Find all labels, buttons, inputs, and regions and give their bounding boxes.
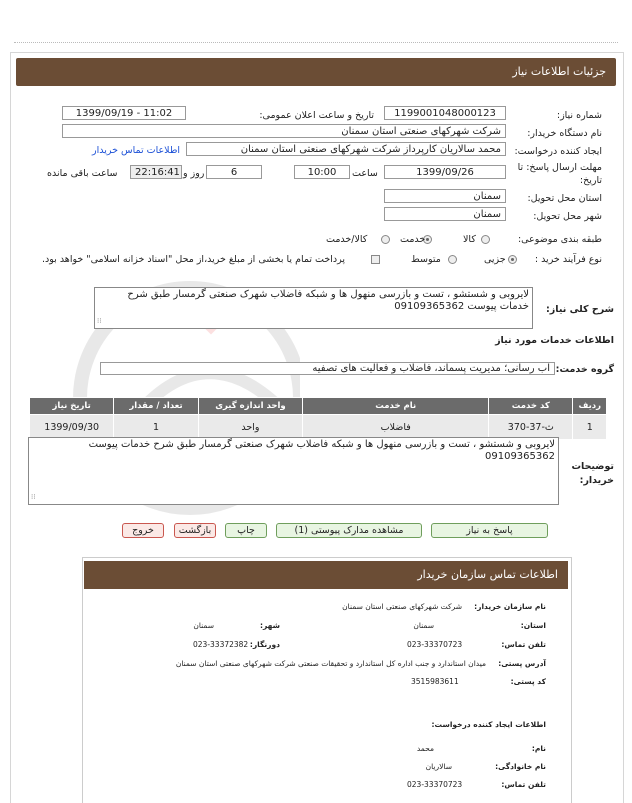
city-field: سمنان [384, 207, 506, 221]
org-label: نام سازمان خریدار: [474, 602, 546, 611]
treasury-note: پرداخت تمام یا بخشی از مبلغ خرید،از محل "اسناد خزانه اسلامی" خواهد بود. [42, 254, 345, 265]
buyer-org-field: شرکت شهرکهای صنعتی استان سمنان [62, 124, 506, 138]
remaining-time-field: 22:16:41 [130, 165, 182, 179]
buyer-org-label: نام دستگاه خریدار: [527, 128, 602, 139]
deadline-time-label: ساعت [352, 168, 378, 179]
contact-city-value: سمنان [193, 621, 214, 630]
resize-grip-icon[interactable]: ⁞⁞ [31, 493, 36, 501]
category-option-goods: کالا [463, 234, 476, 245]
remaining-label: ساعت باقی مانده [47, 168, 118, 179]
category-option-service: خدمت [400, 234, 426, 245]
creator-section-label: اطلاعات ایجاد کننده درخواست: [431, 720, 546, 729]
fax-label: دورنگار: [249, 640, 280, 649]
cell-code: ث-37-370 [489, 415, 573, 440]
announce-datetime-field: 1399/09/19 - 11:02 [62, 106, 186, 120]
need-number-field: 1199001048000123 [384, 106, 506, 120]
address-label: آدرس پستی: [498, 659, 546, 668]
contact-city-label: شهر: [260, 621, 280, 630]
contact-province-label: استان: [520, 621, 546, 630]
postal-value: 3515983611 [411, 677, 459, 686]
process-option-minor: جزیی [484, 254, 506, 265]
last-name-label: نام خانوادگی: [495, 762, 546, 771]
creator-phone-value: 023-33370723 [407, 780, 463, 789]
page-header [16, 58, 616, 86]
summary-textarea[interactable] [94, 287, 533, 329]
col-code: کد خدمت [489, 398, 573, 415]
top-divider [14, 42, 618, 43]
back-button[interactable]: بازگشت [174, 523, 216, 538]
first-name-value: محمد [416, 744, 434, 753]
category-option-goods-service: کالا/خدمت [326, 234, 368, 245]
resize-grip-icon[interactable]: ⁞⁞ [97, 317, 102, 325]
phone-value: 023-33370723 [407, 640, 463, 649]
deadline-date-field: 1399/09/26 [384, 165, 506, 179]
last-name-value: سالاریان [425, 762, 452, 771]
first-name-label: نام: [531, 744, 546, 753]
service-group-field: آب رسانی؛ مدیریت پسماند، فاضلاب و فعالیت های تصفیه [100, 362, 555, 375]
services-section-title: اطلاعات خدمات مورد نیاز [495, 335, 614, 346]
buyer-notes-label: توضیحات خریدار: [571, 461, 614, 486]
col-qty: تعداد / مقدار [114, 398, 198, 415]
need-number-label: شماره نیاز: [556, 110, 602, 121]
process-radio-minor[interactable] [508, 255, 517, 264]
contact-province-value: سمنان [413, 621, 434, 630]
province-field: سمنان [384, 189, 506, 203]
cell-qty: 1 [114, 415, 198, 440]
service-group-label: گروه خدمت: [555, 364, 614, 375]
page-title: جزئیات اطلاعات نیاز [512, 65, 606, 78]
category-radio-goods[interactable] [481, 235, 490, 244]
announce-datetime-label: تاریخ و ساعت اعلان عمومی: [259, 110, 374, 121]
buyer-notes-textarea[interactable] [28, 437, 559, 505]
print-button[interactable]: چاپ [225, 523, 267, 538]
fax-value: 023-33372382 [193, 640, 249, 649]
summary-label: شرح کلی نیاز: [545, 304, 614, 315]
exit-button[interactable]: خروج [122, 523, 164, 538]
treasury-checkbox[interactable] [371, 255, 380, 264]
attachments-button[interactable]: مشاهده مدارک پیوستی (1) [276, 523, 422, 538]
col-unit: واحد اندازه گیری [198, 398, 303, 415]
city-label: شهر محل تحویل: [533, 211, 602, 222]
process-option-medium: متوسط [411, 254, 441, 265]
cell-unit: واحد [198, 415, 303, 440]
address-value: میدان استاندارد و جنب اداره کل استاندارد و تحقیقات صنعتی شرکت شهرکهای صنعتی استان سمنان [175, 659, 486, 668]
col-row: ردیف [573, 398, 607, 415]
creator-phone-label: تلفن تماس: [501, 780, 546, 789]
postal-label: کد پستی: [510, 677, 546, 686]
contact-header [84, 561, 568, 589]
category-label: طبقه بندی موضوعی: [517, 234, 602, 245]
requester-label: ایجاد کننده درخواست: [514, 146, 602, 157]
requester-field: محمد سالاریان کارپرداز شرکت شهرکهای صنعتی استان سمنان [186, 142, 506, 156]
org-value: شرکت شهرکهای صنعتی استان سمنان [342, 602, 462, 611]
process-label: نوع فرآیند خرید : [534, 254, 602, 265]
reply-button[interactable]: پاسخ به نیاز [431, 523, 548, 538]
category-radio-goods-service[interactable] [381, 235, 390, 244]
remaining-days-field: 6 [206, 165, 262, 179]
contact-title: اطلاعات تماس سازمان خریدار [417, 568, 558, 581]
col-name: نام خدمت [303, 398, 489, 415]
phone-label: تلفن تماس: [501, 640, 546, 649]
deadline-label: مهلت ارسال پاسخ: تا تاریخ: [517, 162, 602, 186]
buyer-notes-text: لایروبی و شستشو ، تست و بازرسی منهول ها و شبکه فاضلاب شهرک صنعتی گرمسار طبق شرح خدمات پیوست 09109365362 [88, 439, 555, 462]
col-date: تاریخ نیاز [30, 398, 114, 415]
process-radio-medium[interactable] [448, 255, 457, 264]
cell-name: فاضلاب [303, 415, 489, 440]
deadline-time-field: 10:00 [294, 165, 350, 179]
cell-row: 1 [573, 415, 607, 440]
table-row [30, 415, 607, 440]
province-label: استان محل تحویل: [527, 193, 602, 204]
days-label: روز و [183, 168, 205, 179]
cell-date: 1399/09/30 [30, 415, 114, 440]
services-table [29, 397, 607, 440]
summary-text: لایروبی و شستشو ، تست و بازرسی منهول ها و شبکه فاضلاب شهرک صنعتی گرمسار طبق شرح خدمات پیوست 09109365362 [127, 289, 529, 312]
buyer-contact-link[interactable]: اطلاعات تماس خریدار [92, 145, 181, 156]
